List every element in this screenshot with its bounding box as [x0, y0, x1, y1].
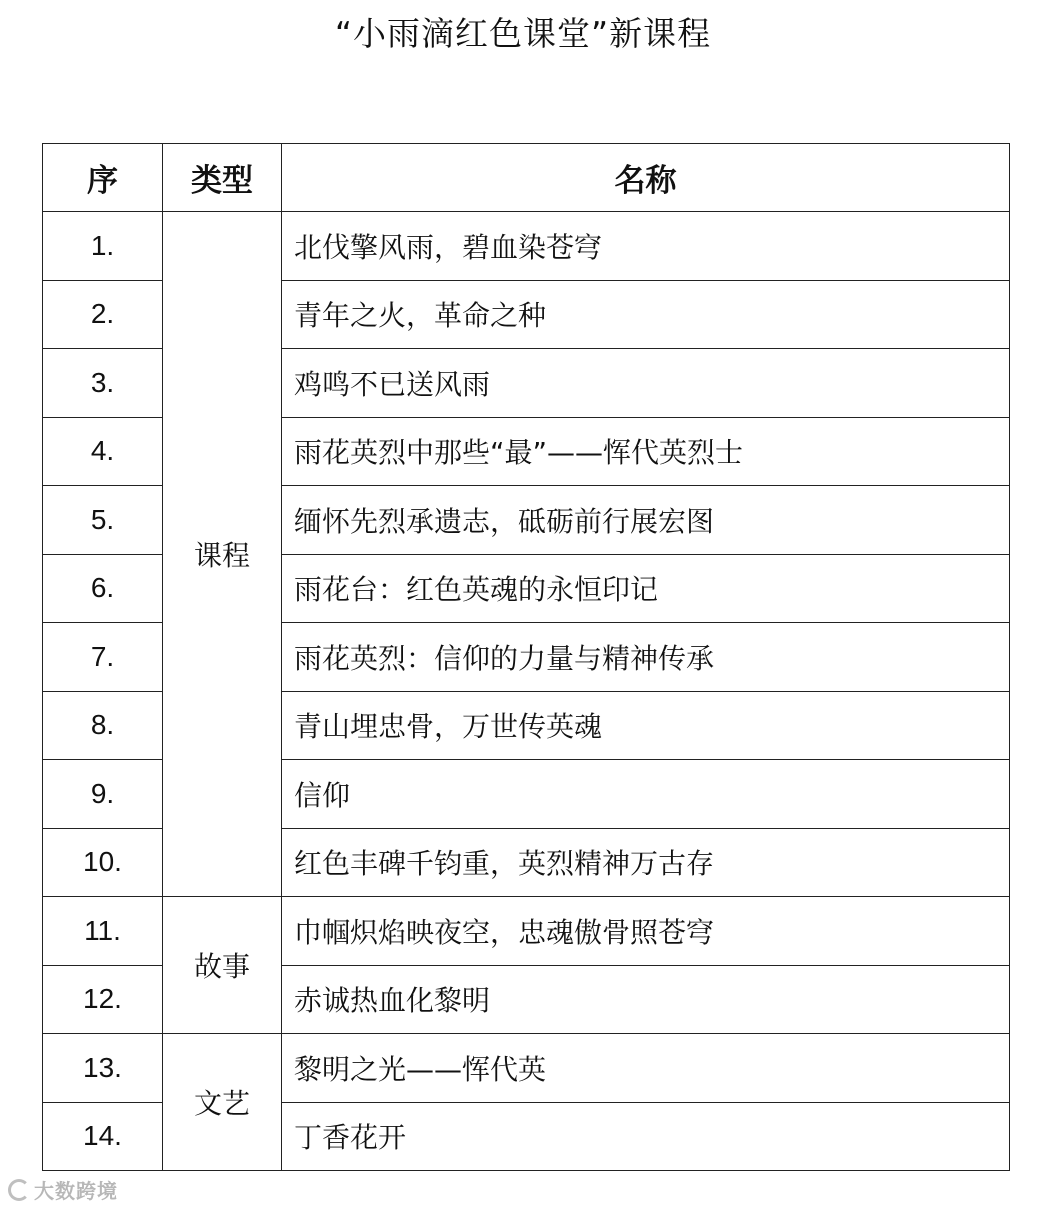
row-name: 雨花英烈：信仰的力量与精神传承 [282, 623, 1010, 692]
row-name: 缅怀先烈承遗志，砥砺前行展宏图 [282, 486, 1010, 555]
row-name: 青山埋忠骨，万世传英魂 [282, 691, 1010, 760]
row-name: 雨花英烈中那些“最”——恽代英烈士 [282, 417, 1010, 486]
row-name: 丁香花开 [282, 1102, 1010, 1171]
row-name: 雨花台：红色英魂的永恒印记 [282, 554, 1010, 623]
row-type: 故事 [163, 897, 282, 1034]
table-row [43, 897, 1010, 966]
row-type: 文艺 [163, 1034, 282, 1171]
row-name: 赤诚热血化黎明 [282, 965, 1010, 1034]
row-name: 青年之火，革命之种 [282, 280, 1010, 349]
row-index: 7. [43, 623, 163, 692]
table-row [43, 1034, 1010, 1103]
course-table [42, 143, 1010, 1171]
row-name: 巾帼炽焰映夜空，忠魂傲骨照苍穹 [282, 897, 1010, 966]
row-index: 3. [43, 349, 163, 418]
row-index: 6. [43, 554, 163, 623]
row-index: 5. [43, 486, 163, 555]
row-name: 黎明之光——恽代英 [282, 1034, 1010, 1103]
table-row [43, 212, 1010, 281]
header-name: 名称 [282, 144, 1010, 212]
header-index: 序 [43, 144, 163, 212]
watermark-text: 大数跨境 [34, 1179, 118, 1203]
row-name: 信仰 [282, 760, 1010, 829]
row-name: 鸡鸣不已送风雨 [282, 349, 1010, 418]
row-index: 4. [43, 417, 163, 486]
row-type: 课程 [163, 212, 282, 897]
row-index: 13. [43, 1034, 163, 1103]
row-index: 8. [43, 691, 163, 760]
row-index: 2. [43, 280, 163, 349]
table-header-row [43, 144, 1010, 212]
watermark-logo-icon [8, 1179, 30, 1201]
row-index: 9. [43, 760, 163, 829]
row-index: 11. [43, 897, 163, 966]
row-index: 10. [43, 828, 163, 897]
page-title: “小雨滴红色课堂”新课程 [334, 14, 712, 53]
row-name: 红色丰碑千钧重，英烈精神万古存 [282, 828, 1010, 897]
row-index: 12. [43, 965, 163, 1034]
watermark [8, 1175, 118, 1204]
row-name: 北伐擎风雨，碧血染苍穹 [282, 212, 1010, 281]
row-index: 14. [43, 1102, 163, 1171]
header-type: 类型 [163, 144, 282, 212]
row-index: 1. [43, 212, 163, 281]
